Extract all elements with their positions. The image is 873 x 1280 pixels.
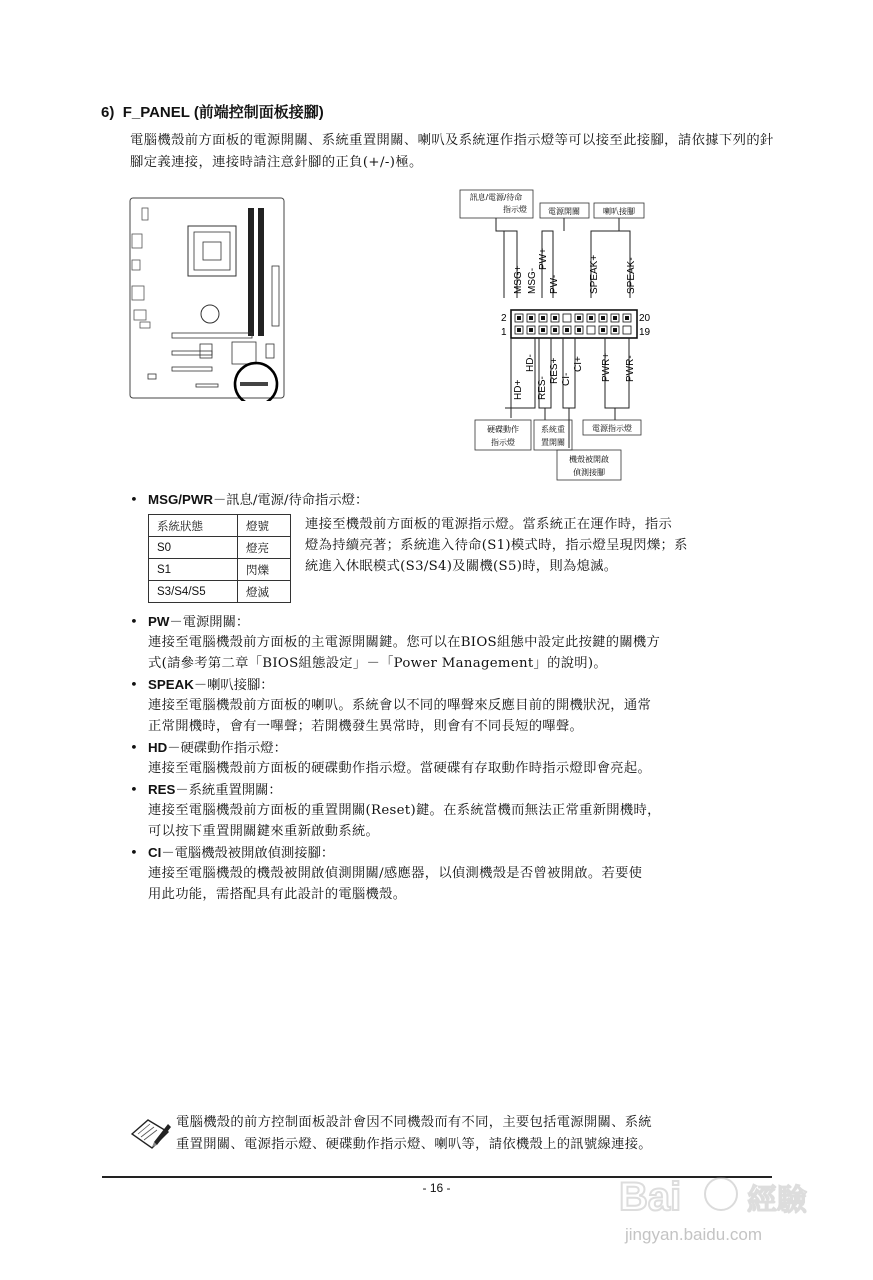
term-speak-desc: －喇叭接腳：: [193, 678, 274, 693]
term-speak: SPEAK: [148, 677, 194, 692]
pin-label-ci-plus: CI+: [573, 356, 584, 372]
table-header-state: 系統狀態: [149, 515, 238, 537]
note-text: [176, 1112, 776, 1156]
table-row: [149, 581, 291, 603]
term-hd-desc: －硬碟動作指示燈：: [167, 741, 287, 756]
fpanel-pin-diagram: [455, 186, 670, 482]
motherboard-illustration: [128, 196, 286, 401]
pin-number-19: 19: [639, 327, 651, 338]
bullet-speak: • SPEAK－喇叭接腳：: [130, 677, 274, 693]
text-line: 連接至電腦機殼的機殼被開啟偵測開關/感應器，以偵測機殼是否曾被開啟。若要使: [148, 866, 643, 881]
term-ci-desc: －電腦機殼被開啟偵測接腳：: [161, 846, 335, 861]
label-power-switch: 電源開關: [548, 207, 580, 216]
bullet-hd: • HD－硬碟動作指示燈：: [130, 740, 287, 756]
pin-number-20: 20: [639, 313, 651, 324]
table-cell: 閃爍: [238, 559, 291, 581]
table-cell: S3/S4/S5: [149, 581, 238, 603]
label-msg-group-2: 指示燈: [503, 205, 527, 214]
table-row: [149, 537, 291, 559]
text-line: 正常開機時，會有一嗶聲；若開機發生異常時，則會有不同長短的嗶聲。: [148, 719, 584, 734]
text-line: 連接至電腦機殼前方面板的主電源開關鍵。您可以在BIOS組態中設定此按鍵的關機方: [148, 635, 661, 650]
pin-label-msg-minus: MSG-: [527, 267, 538, 294]
term-res-desc: －系統重置開關：: [175, 783, 282, 798]
text-line: 連接至電腦機殼前方面板的重置開關(Reset)鍵。在系統當機而無法正常重新開機時，: [148, 803, 661, 818]
pin-label-pw-minus: PW-: [549, 274, 560, 294]
pin-label-msg-plus: MSG+: [513, 265, 524, 294]
pin-label-hd-plus: HD+: [513, 379, 524, 400]
label-power-led: 電源指示燈: [592, 424, 632, 433]
term-hd: HD: [148, 740, 168, 755]
text-line: 可以按下重置開關鍵來重新啟動系統。: [148, 824, 380, 839]
term-msg-pwr: MSG/PWR: [148, 492, 214, 507]
bullet-res: • RES－系統重置開關：: [130, 782, 282, 798]
table-row: [149, 559, 291, 581]
label-reset-1: 系統重: [541, 425, 565, 434]
term-pw: PW: [148, 614, 170, 629]
bullet-pw: • PW－電源開關：: [130, 614, 250, 630]
watermark-brand-cn: 經驗: [747, 1183, 807, 1218]
pin-label-pwr-plus: PWR+: [601, 352, 612, 382]
baidu-watermark-logo: [605, 1168, 855, 1278]
note-pencil-icon: [128, 1112, 172, 1156]
text-line: 式(請參考第二章「BIOS組態設定」－「Power Management」的說明)。: [148, 656, 607, 671]
term-pw-desc: －電源開關：: [169, 615, 250, 630]
text-line: 燈為持續亮著；系統進入待命(S1)模式時，指示燈呈現閃爍；系: [305, 538, 688, 553]
pin-label-speak-plus: SPEAK+: [589, 254, 600, 294]
pin-label-hd-minus: HD-: [525, 354, 536, 372]
table-cell: S1: [149, 559, 238, 581]
section-heading: F_PANEL (前端控制面板接腳): [122, 104, 324, 121]
pin-label-res-minus: RES-: [537, 376, 548, 400]
watermark-url: jingyan.baidu.com: [625, 1225, 763, 1244]
table-header-led: 燈號: [238, 515, 291, 537]
table-header-row: [149, 515, 291, 537]
term-res: RES: [148, 782, 176, 797]
pin-label-res-plus: RES+: [549, 357, 560, 384]
term-msg-pwr-desc: －訊息/電源/待命指示燈：: [213, 493, 369, 508]
watermark-brand: Bai: [619, 1175, 682, 1219]
label-chassis-1: 機殼被開啟: [569, 455, 609, 464]
section-number: 6): [101, 104, 115, 121]
text-line: 重置開關、電源指示燈、硬碟動作指示燈、喇叭等，請依機殼上的訊號線連接。: [176, 1137, 652, 1152]
text-line: 用此功能，需搭配具有此設計的電腦機殼。: [148, 887, 407, 902]
pin-number-1: 1: [501, 327, 507, 338]
msg-pwr-description: [305, 514, 775, 577]
hd-description: [148, 758, 778, 779]
pin-label-speak-minus: SPEAK-: [626, 257, 637, 294]
text-line: 電腦機殼的前方控制面板設計會因不同機殼而有不同，主要包括電源開關、系統: [176, 1115, 652, 1130]
table-cell: 燈滅: [238, 581, 291, 603]
pin-label-ci-minus: CI-: [561, 372, 572, 386]
label-chassis-2: 偵測接腳: [573, 468, 605, 477]
label-reset-2: 置開關: [541, 438, 565, 447]
pin-number-2: 2: [501, 313, 507, 324]
text-line: 統進入休眠模式(S3/S4)及關機(S5)時，則為熄滅。: [305, 559, 618, 574]
text-line: 連接至電腦機殼前方面板的喇叭。系統會以不同的嗶聲來反應目前的開機狀況，通常: [148, 698, 652, 713]
res-description: [148, 800, 778, 842]
section-title: [101, 101, 324, 122]
text-line: 連接至電腦機殼前方面板的硬碟動作指示燈。當硬碟有存取動作時指示燈即會亮起。: [148, 761, 652, 776]
table-cell: 燈亮: [238, 537, 291, 559]
ci-description: [148, 863, 778, 905]
page-number: - 16 -: [422, 1181, 451, 1195]
speak-description: [148, 695, 778, 737]
bullet-msg-pwr: • MSG/PWR－訊息/電源/待命指示燈：: [130, 492, 369, 508]
pin-label-pw-plus: PW+: [538, 248, 549, 270]
label-hdd-led-1: 硬碟動作: [487, 425, 519, 434]
label-msg-group-1: 訊息/電源/待命: [469, 193, 523, 202]
intro-paragraph: 電腦機殼前方面板的電源開關、系統重置開關、喇叭及系統運作指示燈等可以接至此接腳，請依據下列的針腳定義連接，連接時請注意針腳的正負(+/-)極。: [130, 133, 774, 170]
table-cell: S0: [149, 537, 238, 559]
pw-description: [148, 632, 778, 674]
pin-label-pwr-minus: PWR-: [625, 355, 636, 382]
text-line: 連接至機殼前方面板的電源指示燈。當系統正在運作時，指示: [305, 517, 673, 532]
bullet-ci: • CI－電腦機殼被開啟偵測接腳：: [130, 845, 335, 861]
system-state-table: [148, 514, 291, 603]
term-ci: CI: [148, 845, 162, 860]
label-hdd-led-2: 指示燈: [491, 438, 515, 447]
label-speaker: 喇叭接腳: [603, 207, 635, 216]
